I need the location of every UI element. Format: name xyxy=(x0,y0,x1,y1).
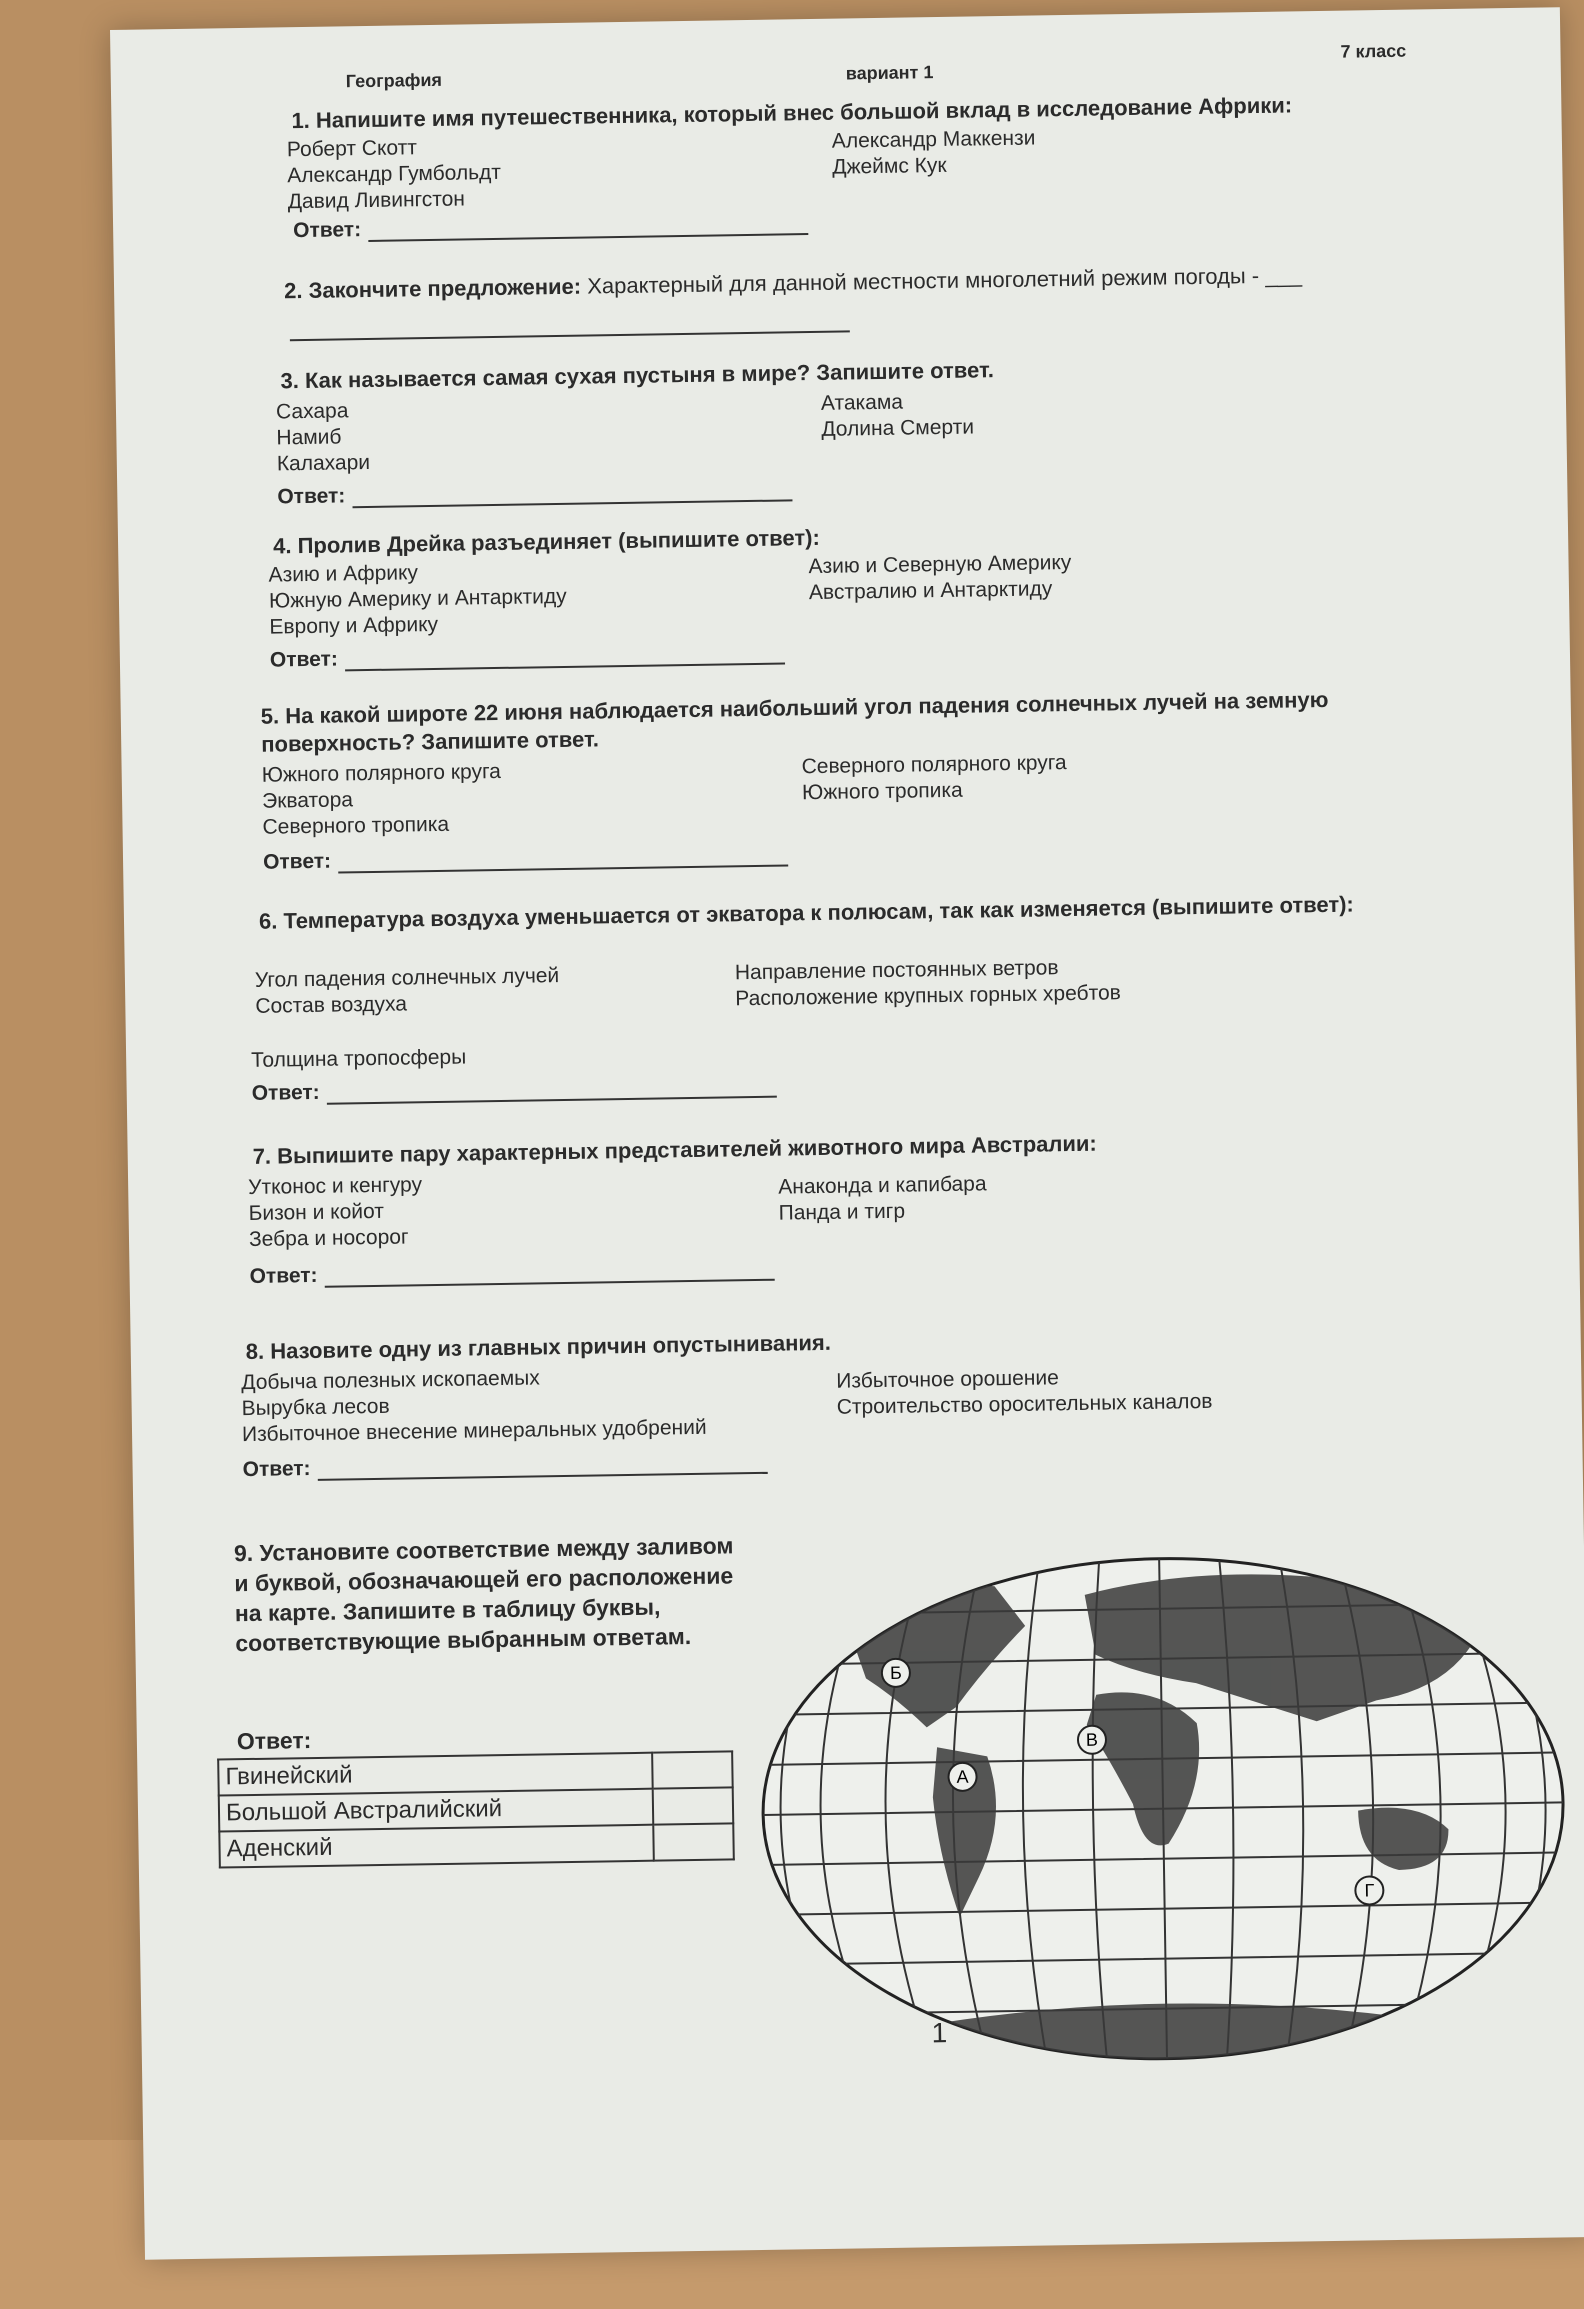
question-6 xyxy=(124,887,1574,1105)
question-3-title: 3. Как называется самая сухая пустыня в мире? Запишите ответ. xyxy=(280,357,995,394)
option: Австралию и Антарктиду xyxy=(808,577,1053,605)
question-6-title: 6. Температура воздуха уменьшается от экватора к полюсам, так как изменяется (выпишите ответ): xyxy=(258,891,1354,934)
answer-line[interactable] xyxy=(345,662,785,671)
option: Избыточное внесение минеральных удобрений xyxy=(241,1415,707,1447)
question-7 xyxy=(128,1122,1578,1288)
option: Южного тропика xyxy=(801,778,963,805)
option: Северного полярного круга xyxy=(801,751,1067,779)
question-5 xyxy=(121,682,1571,874)
answer-line[interactable] xyxy=(353,499,793,508)
map-marker-label: Г xyxy=(1364,1880,1375,1901)
option: Азию и Северную Америку xyxy=(808,550,1072,579)
option: Толщина тропосферы xyxy=(251,1045,467,1072)
answer-line[interactable] xyxy=(327,1096,777,1105)
answer-label: Ответ: xyxy=(251,1080,320,1105)
option: Александр Гумбольдт xyxy=(287,160,502,188)
answer-cell[interactable] xyxy=(653,1787,734,1824)
answer-label: Ответ: xyxy=(242,1457,311,1482)
option: Экватора xyxy=(261,788,354,813)
option: Южную Америку и Антарктиду xyxy=(268,584,567,613)
answer-line[interactable] xyxy=(318,1472,768,1481)
question-4 xyxy=(118,512,1568,672)
option: Добыча полезных ископаемых xyxy=(241,1366,540,1395)
answer-label: Ответ: xyxy=(292,218,362,243)
answer-label: Ответ: xyxy=(249,1263,318,1288)
match-table xyxy=(217,1750,735,1868)
question-2 xyxy=(114,257,1564,304)
option: Давид Ливингстон xyxy=(287,187,466,214)
option: Сахара xyxy=(275,399,349,424)
option: Вырубка лесов xyxy=(241,1394,390,1421)
question-9 xyxy=(134,1517,1584,1755)
option: Направление постоянных ветров xyxy=(734,956,1059,985)
answer-label: Ответ: xyxy=(262,849,332,874)
answer-cell[interactable] xyxy=(652,1751,733,1788)
page-header xyxy=(111,40,1561,92)
page-number: 1 xyxy=(931,2017,948,2049)
question-1-title: 1. Напишите имя путешественника, который внес большой вклад в исследование Африки: xyxy=(291,92,1293,134)
option: Строительство оросительных каналов xyxy=(836,1389,1213,1419)
answer-label: Ответ: xyxy=(269,647,339,672)
option: Атакама xyxy=(820,390,904,415)
option: Расположение крупных горных хребтов xyxy=(735,981,1121,1011)
option: Утконос и кенгуру xyxy=(248,1173,423,1199)
map-marker-label: Б xyxy=(889,1662,902,1683)
answer-label: Ответ: xyxy=(236,1727,312,1755)
option: Угол падения солнечных лучей xyxy=(254,964,560,992)
answer-line[interactable] xyxy=(325,1279,775,1288)
option: Северного тропика xyxy=(262,812,450,839)
question-9-title: 9. Установите соответствие между заливом и буквой, обозначающей его расположение на карте. Запишите в таблицу буквы, соответствующие выбранным ответам. xyxy=(233,1532,734,1657)
question-2-text: Характерный для данной местности многолетний режим погоды - ___ xyxy=(587,262,1303,299)
question-1 xyxy=(111,87,1561,243)
map-marker-label: А xyxy=(956,1766,969,1787)
option: Александр Маккензи xyxy=(831,126,1036,153)
option: Роберт Скотт xyxy=(286,136,418,162)
option: Джеймс Кук xyxy=(832,153,947,179)
world-map xyxy=(754,1547,1572,2070)
option: Южного полярного круга xyxy=(261,759,502,787)
question-2-lead: 2. Закончите предложение: xyxy=(283,273,582,304)
option: Анаконда и капибара xyxy=(778,1172,987,1199)
option: Намиб xyxy=(276,425,342,450)
option: Европу и Африку xyxy=(269,612,439,639)
grade-label: 7 класс xyxy=(1340,40,1407,62)
question-3 xyxy=(115,347,1565,509)
worksheet-page xyxy=(110,7,1584,2260)
table-row xyxy=(219,1823,734,1867)
answer-line[interactable] xyxy=(338,864,788,873)
variant-label: вариант 1 xyxy=(845,62,934,84)
option: Бизон и койот xyxy=(248,1199,385,1225)
option: Азию и Африку xyxy=(268,561,419,587)
answer-label: Ответ: xyxy=(277,484,346,509)
option: Состав воздуха xyxy=(255,992,408,1018)
option: Калахари xyxy=(276,450,371,476)
gulf-name: Аденский xyxy=(219,1825,654,1868)
question-7-title: 7. Выпишите пару характерных представителей животного мира Австралии: xyxy=(252,1130,1097,1169)
question-5-title: 5. На какой широте 22 июня наблюдается наибольший угол падения солнечных лучей на земную поверхность? Запишите ответ. xyxy=(260,686,1329,757)
answer-line[interactable] xyxy=(368,233,808,242)
option: Избыточное орошение xyxy=(836,1366,1059,1393)
gulf-name: Гвинейский xyxy=(218,1753,653,1796)
answer-line[interactable] xyxy=(290,330,850,341)
answer-cell[interactable] xyxy=(653,1823,734,1860)
subject-label: География xyxy=(345,69,443,92)
option: Долина Смерти xyxy=(821,415,975,441)
option: Зебра и носорог xyxy=(248,1225,409,1251)
option: Панда и тигр xyxy=(778,1199,906,1225)
gulf-name: Большой Австралийский xyxy=(219,1789,654,1832)
world-map-graphic xyxy=(754,1547,1572,2070)
question-2-title xyxy=(284,258,1484,305)
question-4-title: 4. Пролив Дрейка разъединяет (выпишите ответ): xyxy=(272,524,820,559)
question-8-title: 8. Назовите одну из главных причин опустынивания. xyxy=(245,1329,832,1365)
question-8 xyxy=(131,1317,1581,1482)
map-marker-label: В xyxy=(1085,1729,1099,1750)
